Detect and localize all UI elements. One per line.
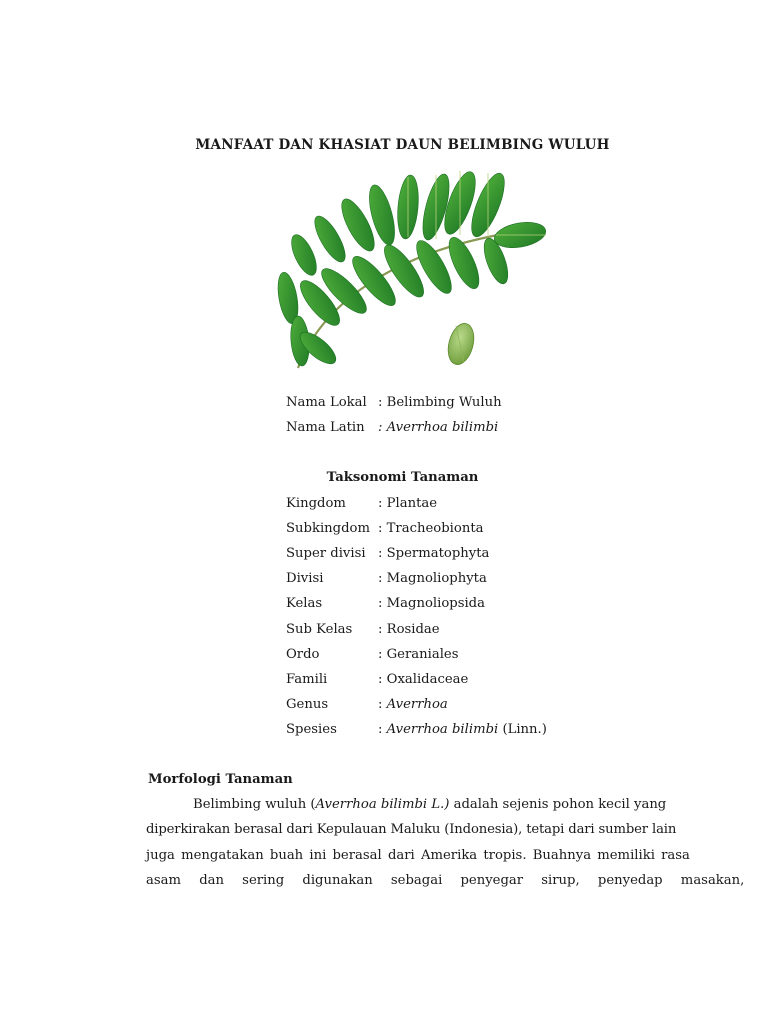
taxonomy-label: Divisi [286, 571, 324, 586]
taxonomy-value: Plantae [386, 496, 438, 511]
identity-label: Nama Latin [286, 420, 365, 435]
taxonomy-label: Sub Kelas [286, 622, 353, 637]
taxonomy-sep: : [378, 697, 387, 712]
taxonomy-value: Rosidae [386, 622, 440, 637]
taxonomy-label: Super divisi [286, 546, 366, 561]
taxonomy-value: Magnoliophyta [386, 571, 487, 586]
identity-value: : Averrhoa bilimbi [378, 420, 499, 435]
taxonomy-value: Geraniales [386, 647, 459, 662]
taxonomy-value: Magnoliopsida [386, 596, 485, 611]
taxonomy-label: Genus [286, 697, 329, 712]
taxonomy-label: Subkingdom [286, 521, 370, 536]
page-title: MANFAAT DAN KHASIAT DAUN BELIMBING WULUH [195, 137, 610, 153]
paragraph-text: Belimbing wuluh ( [193, 797, 316, 812]
taxonomy-suffix: (Linn.) [498, 722, 547, 737]
taxonomy-label: Ordo [286, 647, 320, 662]
taxonomy-label: Kelas [286, 596, 323, 611]
taxonomy-sep: : [378, 647, 387, 662]
taxonomy-sep: : [378, 672, 387, 687]
taxonomy-sep: : [378, 622, 387, 637]
taxonomy-value: Tracheobionta [386, 521, 484, 536]
taxonomy-sep: : [378, 546, 387, 561]
taxonomy-label: Spesies [286, 722, 337, 737]
paragraph-line [146, 797, 667, 812]
identity-label: Nama Lokal [286, 395, 367, 410]
taxonomy-label: Kingdom [286, 496, 346, 511]
paragraph-italic: Averrhoa bilimbi L.) [315, 797, 450, 812]
taxonomy-value: Oxalidaceae [386, 672, 469, 687]
paragraph-line: asam dan sering digunakan sebagai penyegar sirup, penyedap masakan, [146, 873, 745, 888]
paragraph-line: juga mengatakan buah ini berasal dari Amerika tropis. Buahnya memiliki rasa [146, 848, 690, 863]
taxonomy-value: Averrhoa [386, 697, 448, 712]
taxonomy-sep: : [378, 596, 387, 611]
taxonomy-label: Famili [286, 672, 328, 687]
morphology-heading: Morfologi Tanaman [148, 772, 293, 787]
identity-value: : Belimbing Wuluh [378, 395, 502, 410]
taxonomy-sep: : [378, 521, 387, 536]
paragraph-text: adalah sejenis pohon kecil yang [449, 797, 667, 812]
taxonomy-sep: : [378, 722, 387, 737]
taxonomy-value: Spermatophyta [386, 546, 490, 561]
taxonomy-value: Averrhoa bilimbi [386, 722, 499, 737]
taxonomy-sep: : [378, 571, 387, 586]
taxonomy-sep: : [378, 496, 387, 511]
leaf-image [258, 163, 550, 388]
taxonomy-heading: Taksonomi Tanaman [326, 470, 479, 485]
paragraph-line: diperkirakan berasal dari Kepulauan Maluku (Indonesia), tetapi dari sumber lain [146, 822, 677, 837]
